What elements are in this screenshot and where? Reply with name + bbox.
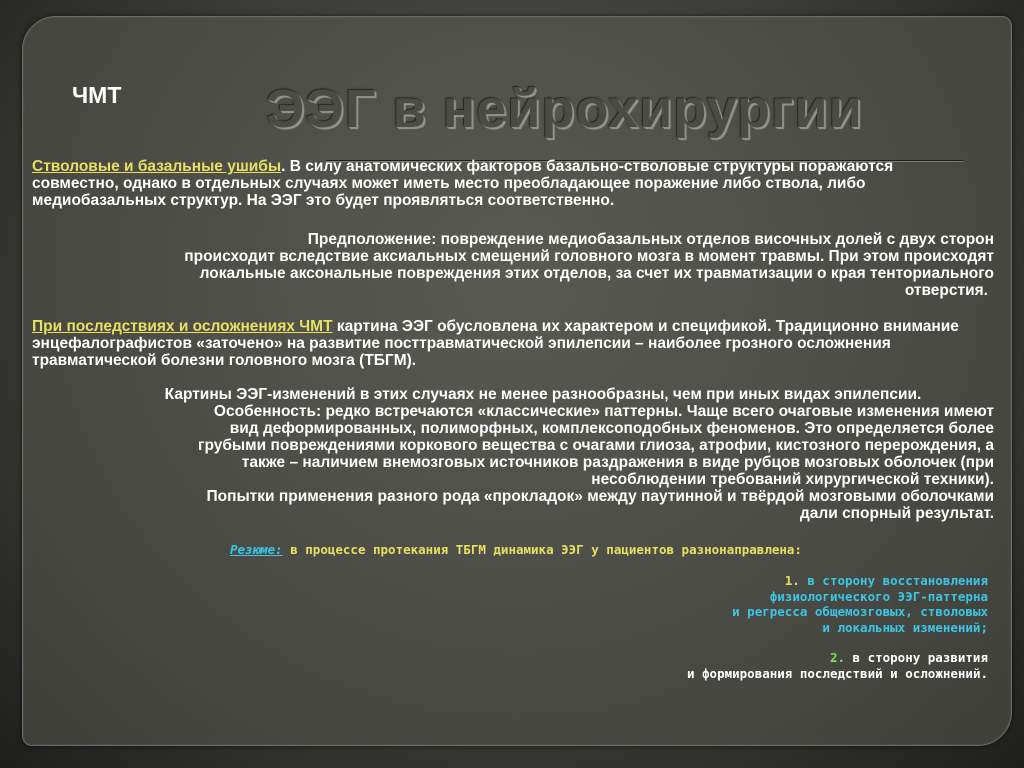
patterns-line: грубыми повреждениями коркового вещества с очагами глиоза, атрофии, кистозного перерождения, а: [198, 437, 994, 454]
paragraph-text: В силу анатомических факторов базально-стволовые структуры поражаются совместно, однако в отдельных случаях может иметь место преобладающее поражение либо ствола, либо медиобазальных структур. На ЭЭГ это будет проявляться соответственно.: [32, 158, 894, 209]
lead-dot: .: [281, 158, 286, 175]
item-line: и формирования последствий и осложнений.: [686, 665, 988, 681]
item-line: в сторону развития: [845, 650, 988, 665]
item-number: 2.: [829, 650, 845, 665]
hypothesis-line: Предположение: повреждение медиобазальных отделов височных долей с двух сторон: [307, 231, 994, 248]
section-label: ЧМТ: [72, 82, 122, 108]
item-line: и регресса общемозговых, стволовых: [732, 604, 988, 619]
hypothesis-line: происходит вследствие аксиальных смещений головного мозга в момент травмы. При этом происходят: [184, 248, 994, 265]
paragraph-lead: Стволовые и базальные ушибы: [32, 158, 282, 175]
paragraph-eeg-patterns: [32, 386, 994, 522]
patterns-line: Картины ЭЭГ-изменений в этих случаях не менее разнообразны, чем при иных видах эпилепсии.: [164, 386, 922, 403]
item-line: и локальных изменений;: [822, 619, 988, 635]
paragraph-text: картина ЭЭГ обусловлена их характером и спецификой. Традиционно внимание энцефалографистов «заточено» на развитие посттравматической эпилепсии – наиболее грозного осложнения травматической болезни головного мозга (ТБГМ).: [32, 318, 959, 369]
patterns-line: также – наличием внемозговых источников раздражения в виде рубцов мозговых оболочек (при: [241, 454, 994, 471]
patterns-line: дали спорный результат.: [799, 505, 994, 522]
patterns-line: Попытки применения разного рода «прокладок» между паутинной и твёрдой мозговыми оболочками: [206, 488, 994, 505]
item-number: 1.: [784, 573, 800, 588]
summary-item-1: [500, 573, 988, 635]
patterns-line: Особенность: редко встречаются «классические» паттерны. Чаще всего очаговые изменения имеют: [213, 403, 994, 420]
paragraph-complications: [32, 318, 972, 369]
item-line: в сторону восстановления: [799, 573, 988, 588]
paragraph-lead: При последствиях и осложнениях ЧМТ: [32, 318, 333, 335]
hypothesis-line: отверстия.: [904, 282, 988, 299]
hypothesis-line: локальные аксональные повреждения этих отделов, за счет их травматизации о края тенториального: [199, 265, 994, 282]
paragraph-hypothesis: [32, 231, 994, 299]
summary-label: Резюме:: [230, 542, 283, 557]
item-line: физиологического ЭЭГ-паттерна: [769, 588, 988, 604]
paragraph-basal-contusions: [32, 158, 972, 209]
summary-text: в процессе протекания ТБГМ динамика ЭЭГ у пациентов разнонаправлена:: [282, 542, 802, 557]
patterns-line: несоблюдении требований хирургической техники).: [591, 471, 994, 488]
summary-line: [230, 542, 1000, 558]
slide-title: ЭЭГ в нейрохирургии: [266, 79, 863, 139]
summary-item-2: [500, 650, 988, 681]
patterns-line: вид деформированных, полиморфных, комплексоподобных феноменов. Это определяется более: [229, 420, 994, 437]
